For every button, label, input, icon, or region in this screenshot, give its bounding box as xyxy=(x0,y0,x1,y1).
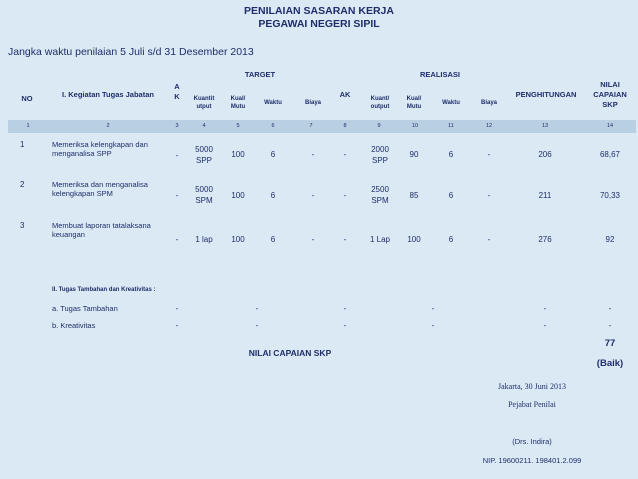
row3-ak2: - xyxy=(343,235,347,244)
row2-real-biaya: - xyxy=(487,191,491,200)
nilai-capaian-value: 77 xyxy=(604,338,616,349)
nilai-capaian-label: NILAI CAPAIAN SKP xyxy=(248,348,332,358)
extra1-c2: - xyxy=(255,304,259,313)
header-realisasi-waktu: Waktu xyxy=(442,100,460,106)
row2-no: 2 xyxy=(20,180,25,189)
colnum-2: 2 xyxy=(106,123,110,129)
row1-target-kualitas: 100 xyxy=(231,150,245,159)
doc-title-line1: PENILAIAN SASARAN KERJA xyxy=(244,5,394,17)
row3-target-kuantitas: 1 lap xyxy=(195,235,213,244)
section2-heading: II. Tugas Tambahan dan Kreativitas : xyxy=(52,287,156,293)
row1-kegiatan-line2: menganalisa SPP xyxy=(52,149,112,158)
row2-nilai: 70,33 xyxy=(599,191,621,200)
row1-target-kuantitas-val: 5000 xyxy=(195,145,213,154)
row2-real-kuantitas-unit: SPM xyxy=(371,196,389,205)
row1-kegiatan xyxy=(52,140,172,158)
extra2-c4: - xyxy=(431,321,435,330)
colnum-11: 11 xyxy=(448,123,454,129)
row2-target-waktu: 6 xyxy=(270,191,276,200)
row3-target-kualitas: 100 xyxy=(231,235,245,244)
header-target-waktu: Waktu xyxy=(264,100,282,106)
extra1-c6: - xyxy=(608,304,612,313)
header-realisasi: REALISASI xyxy=(419,70,460,79)
row2-real-waktu: 6 xyxy=(448,191,454,200)
signature-role: Pejabat Penilai xyxy=(508,400,556,409)
row3-nilai: 92 xyxy=(605,235,615,244)
header-nilai-line1: NILAI xyxy=(600,80,620,89)
row1-target-kuantitas xyxy=(188,144,220,166)
header-realisasi-kualitas-line2: Mutu xyxy=(406,104,422,110)
row1-penghitungan: 206 xyxy=(538,150,552,159)
row3-no: 3 xyxy=(20,221,25,230)
row1-ak: - xyxy=(175,151,179,160)
signature-name: (Drs. Indira) xyxy=(512,437,552,446)
extra1-c3: - xyxy=(343,304,347,313)
row1-real-kuantitas-unit: SPP xyxy=(371,156,388,165)
colnum-4: 4 xyxy=(202,123,206,129)
colnum-3: 3 xyxy=(175,123,179,129)
extra1-c4: - xyxy=(431,304,435,313)
row1-real-biaya: - xyxy=(487,150,491,159)
assessment-period: Jangka waktu penilaian 5 Juli s/d 31 Desember 2013 xyxy=(8,46,254,58)
signature-place-date: Jakarta, 30 Juni 2013 xyxy=(498,382,566,391)
row2-target-kualitas: 100 xyxy=(231,191,245,200)
colnum-10: 10 xyxy=(411,123,419,129)
row2-kegiatan xyxy=(52,180,172,198)
header-nilai-capaian xyxy=(588,80,632,110)
row3-target-waktu: 6 xyxy=(270,235,276,244)
row1-ak2: - xyxy=(343,150,347,159)
header-kegiatan: I. Kegiatan Tugas Jabatan xyxy=(62,90,154,99)
colnum-13: 13 xyxy=(541,123,549,129)
header-realisasi-kualitas-line1: Kual/ xyxy=(406,96,422,102)
extra2-c5: - xyxy=(543,321,547,330)
row2-real-kuantitas-val: 2500 xyxy=(371,185,389,194)
row2-ak: - xyxy=(175,191,179,200)
header-realisasi-kuantitas xyxy=(364,95,396,111)
row1-no: 1 xyxy=(20,140,25,149)
header-realisasi-kuantitas-line2: output xyxy=(370,104,390,110)
row2-kegiatan-line2: kelengkapan SPM xyxy=(52,189,113,198)
colnum-1: 1 xyxy=(26,123,30,129)
row1-real-kualitas: 90 xyxy=(409,150,419,159)
header-ak2: AK xyxy=(339,90,351,99)
header-no: NO xyxy=(21,94,33,103)
header-target-kualitas xyxy=(224,95,252,111)
row1-target-waktu: 6 xyxy=(270,150,276,159)
extra1-c5: - xyxy=(543,304,547,313)
header-nilai-line2: CAPAIAN xyxy=(593,90,627,99)
colnum-6: 6 xyxy=(271,123,275,129)
row3-real-kualitas: 100 xyxy=(407,235,421,244)
row3-real-waktu: 6 xyxy=(448,235,454,244)
row2-kegiatan-line1: Memeriksa dan menganalisa xyxy=(52,180,148,189)
row1-target-kuantitas-unit: SPP xyxy=(195,156,212,165)
row2-target-kuantitas-val: 5000 xyxy=(195,185,213,194)
row3-kegiatan xyxy=(52,221,172,239)
header-target-kuantitas-line1: Kuantit xyxy=(193,96,215,102)
row3-ak: - xyxy=(175,235,179,244)
extra-kreativitas-label: b. Kreativitas xyxy=(52,321,96,330)
header-target-kualitas-line2: Mutu xyxy=(230,104,246,110)
row2-target-kuantitas-unit: SPM xyxy=(195,196,213,205)
extra2-c1: - xyxy=(175,321,179,330)
row1-real-waktu: 6 xyxy=(448,150,454,159)
colnum-7: 7 xyxy=(309,123,313,129)
row3-kegiatan-line2: keuangan xyxy=(52,230,85,239)
header-target: TARGET xyxy=(244,70,276,79)
extra2-c3: - xyxy=(343,321,347,330)
header-realisasi-kualitas xyxy=(400,95,428,111)
row2-real-kualitas: 85 xyxy=(409,191,419,200)
signature-nip: NIP. 19600211. 198401.2.099 xyxy=(482,456,582,465)
row3-kegiatan-line1: Membuat laporan tatalaksana xyxy=(52,221,151,230)
row2-ak2: - xyxy=(343,191,347,200)
extra1-c1: - xyxy=(175,304,179,313)
header-target-biaya: Biaya xyxy=(304,100,321,106)
row3-real-biaya: - xyxy=(487,235,491,244)
row3-target-biaya: - xyxy=(311,235,315,244)
row2-target-biaya: - xyxy=(311,191,315,200)
header-target-kuantitas-line2: utput xyxy=(196,104,212,110)
header-ak: A K xyxy=(174,82,180,101)
header-target-kuantitas xyxy=(188,95,220,111)
nilai-capaian-grade: (Baik) xyxy=(596,358,624,369)
colnum-9: 9 xyxy=(377,123,381,129)
doc-title-line2: PEGAWAI NEGERI SIPIL xyxy=(258,18,380,30)
row1-target-biaya: - xyxy=(311,150,315,159)
colnum-12: 12 xyxy=(485,123,493,129)
row1-nilai: 68,67 xyxy=(599,150,621,159)
row1-real-kuantitas-val: 2000 xyxy=(371,145,389,154)
header-target-kualitas-line1: Kual/ xyxy=(230,96,246,102)
extra2-c6: - xyxy=(608,321,612,330)
row3-real-kuantitas: 1 Lap xyxy=(369,235,391,244)
extra2-c2: - xyxy=(255,321,259,330)
header-realisasi-kuantitas-line1: Kuant/ xyxy=(370,96,390,102)
colnum-14: 14 xyxy=(606,123,614,129)
row1-real-kuantitas xyxy=(364,144,396,166)
extra-tugas-tambahan-label: a. Tugas Tambahan xyxy=(52,304,118,313)
row2-penghitungan: 211 xyxy=(538,191,552,200)
row3-penghitungan: 276 xyxy=(538,235,552,244)
row2-target-kuantitas xyxy=(188,184,220,206)
colnum-8: 8 xyxy=(343,123,347,129)
colnum-5: 5 xyxy=(236,123,240,129)
header-realisasi-biaya: Biaya xyxy=(480,100,497,106)
header-nilai-line3: SKP xyxy=(602,100,618,109)
header-penghitungan: PENGHITUNGAN xyxy=(515,90,577,99)
row1-kegiatan-line1: Memeriksa kelengkapan dan xyxy=(52,140,148,149)
row2-real-kuantitas xyxy=(364,184,396,206)
